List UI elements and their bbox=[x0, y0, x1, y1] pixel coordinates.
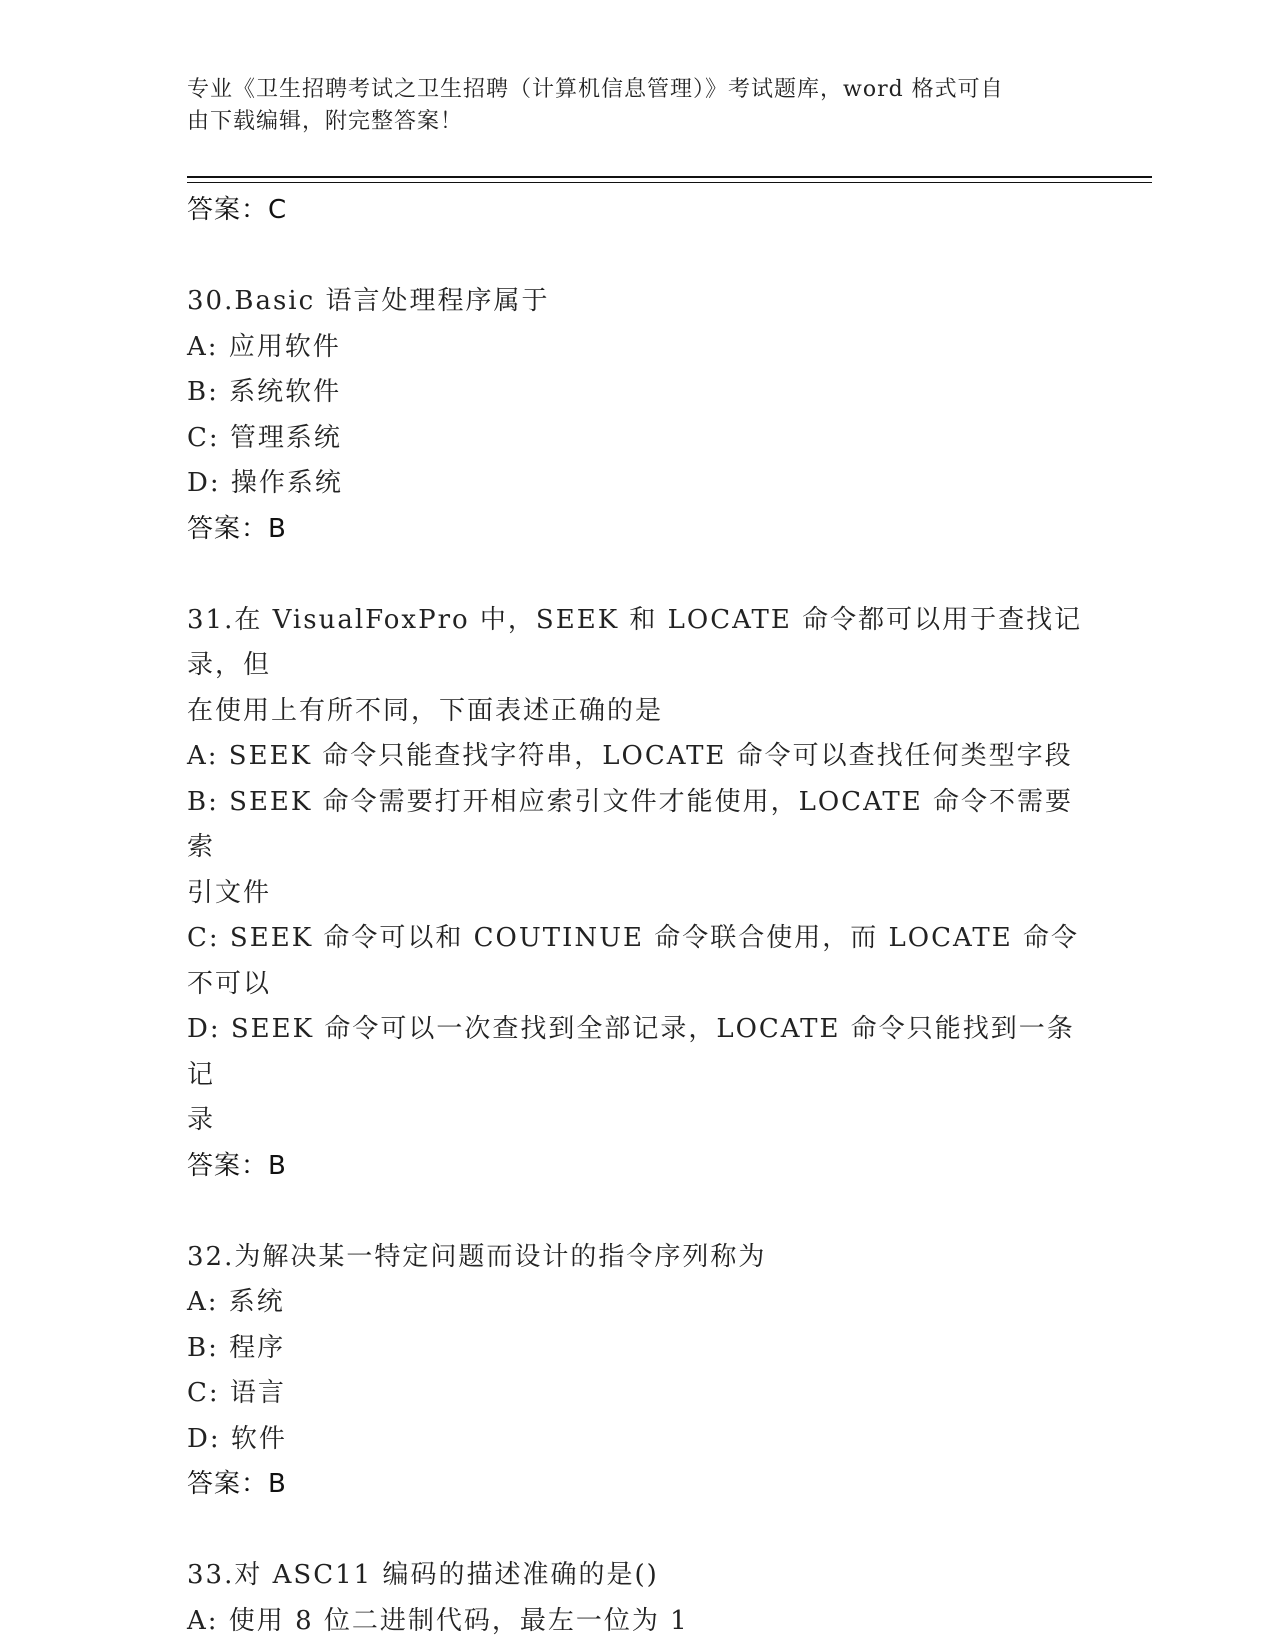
spacer bbox=[187, 1508, 1087, 1554]
option-a: A: 系统 bbox=[187, 1287, 285, 1317]
question-stem: 30.Basic 语言处理程序属于 bbox=[187, 286, 550, 316]
option-d: D: 软件 bbox=[187, 1423, 287, 1454]
document-body bbox=[187, 188, 1087, 1644]
spacer bbox=[187, 1189, 1087, 1235]
option-c: C: 管理系统 bbox=[187, 422, 342, 453]
answer: 答案：B bbox=[187, 1469, 287, 1499]
spacer bbox=[187, 234, 1087, 280]
option-b: B: SEEK 命令需要打开相应索引文件才能使用，LOCATE 命令不需要索 bbox=[187, 786, 1074, 862]
previous-answer: 答案：C bbox=[187, 195, 288, 225]
option-b: B: 系统软件 bbox=[187, 377, 342, 407]
option-c: C: SEEK 命令可以和 COUTINUE 命令联合使用，而 LOCATE 命令不可以 bbox=[187, 923, 1079, 999]
question-stem-cont: 在使用上有所不同，下面表述正确的是 bbox=[187, 695, 664, 726]
question-stem: 31.在 VisualFoxPro 中，SEEK 和 LOCATE 命令都可以用于查找记录，但 bbox=[187, 604, 1083, 680]
spacer bbox=[187, 552, 1087, 598]
option-a: A: SEEK 命令只能查找字符串，LOCATE 命令可以查找任何类型字段 bbox=[187, 741, 1073, 771]
option-b-cont: 引文件 bbox=[187, 877, 272, 908]
answer: 答案：B bbox=[187, 1150, 287, 1181]
header-divider-thin bbox=[187, 182, 1152, 183]
question-stem: 32.为解决某一特定问题而设计的指令序列称为 bbox=[187, 1241, 767, 1272]
option-d-cont: 录 bbox=[187, 1105, 216, 1135]
option-c: C: 语言 bbox=[187, 1378, 286, 1408]
option-a: A: 使用 8 位二进制代码，最左一位为 1 bbox=[187, 1605, 689, 1636]
question-33 bbox=[187, 1553, 1087, 1644]
answer: 答案：B bbox=[187, 513, 287, 544]
question-31 bbox=[187, 598, 1087, 1190]
header-divider-thick bbox=[187, 176, 1152, 178]
option-b: B: 程序 bbox=[187, 1332, 286, 1363]
question-30 bbox=[187, 279, 1087, 552]
question-32 bbox=[187, 1235, 1087, 1508]
option-d: D: 操作系统 bbox=[187, 468, 343, 498]
option-a: A: 应用软件 bbox=[187, 331, 341, 362]
option-d: D: SEEK 命令可以一次查找到全部记录，LOCATE 命令只能找到一条记 bbox=[187, 1014, 1075, 1090]
header-line-1: 专业《卫生招聘考试之卫生招聘（计算机信息管理）》考试题库，word 格式可自 bbox=[187, 77, 1004, 102]
header-line-2: 由下载编辑，附完整答案！ bbox=[187, 109, 464, 134]
document-header bbox=[187, 74, 1087, 138]
question-stem: 33.对 ASC11 编码的描述准确的是() bbox=[187, 1560, 659, 1590]
